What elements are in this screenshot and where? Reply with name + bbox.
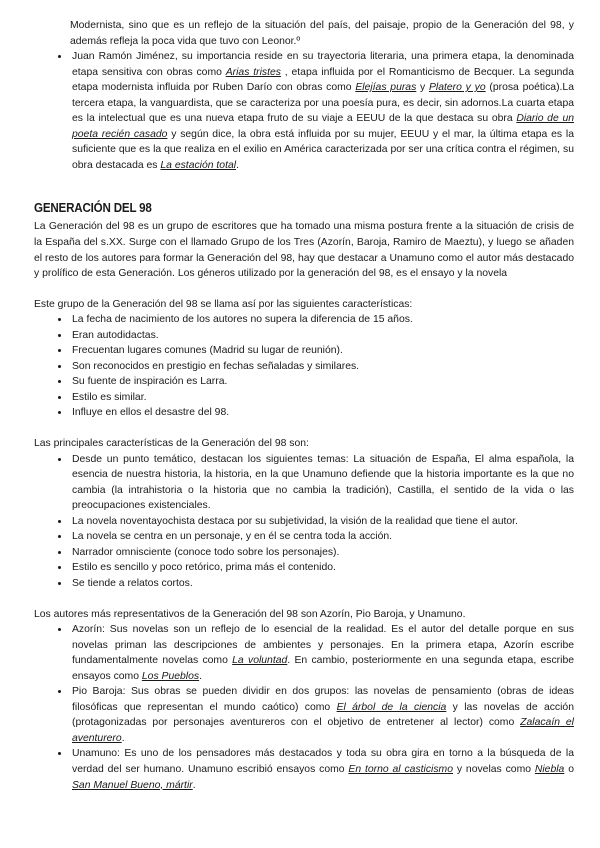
- characteristics-list: [34, 452, 574, 592]
- list-item-unamuno: • Unamuno: Es uno de los pensadores más destacados y toda su obra gira en torno a la búsqueda de la verdad del ser humano. Unamuno escribió ensayos como En torno al casticismo y novelas como Niebla o San Manuel Bueno, mártir.: [70, 746, 574, 793]
- authors-list: [34, 622, 574, 793]
- list-item-juan-ramon-jimenez: • Juan Ramón Jiménez, su importancia reside en su trayectoria literaria, una primera etapa, la denominada etapa sensitiva con obras como Arias tristes , etapa influida por el Romanticismo de Becquer. La segunda etapa modernista influida por Ruben Darío con obras como Elejías puras y Platero y yo (prosa poética).La tercera etapa, la vanguardista, que se caracteriza por una poesía pura, es decir, sin adornos.La cuarta etapa es la intelectual que es una nueva etapa fruto de su viaje a EEUU de la que destaca su obra Diario de un poeta recién casado y según dice, la obra está influida por su mujer, EEUU y el mar, la última etapa es la suficiente que es la que realiza en el exilio en América caracterizada por ser una crítica contra el régimen, su obra destacada es La estación total.: [70, 49, 574, 173]
- work-title-el-arbol-de-la-ciencia: El árbol de la ciencia: [336, 701, 447, 713]
- work-title-la-estacion-total: La estación total: [160, 159, 237, 171]
- list-item: • Narrador omnisciente (conoce todo sobre los personajes).: [70, 545, 574, 561]
- list-item: • Frecuentan lugares comunes (Madrid su lugar de reunión).: [70, 343, 574, 359]
- intro-paragraph: La Generación del 98 es un grupo de escritores que ha tomado una misma postura frente a la situación de crisis de la España del s.XX. Surge con el llamado Grupo de los Tres (Azorín, Baroja, Ramiro de Maeztu), y luego se añaden el resto de los autores para formar la Generación del 98, hay que destacar a Unamuno como el autor más destacado y prolífico de esta Generación. Los géneros utilizado por la generación del 98, es el ensayo y la novela: [34, 221, 574, 280]
- work-title-platero-y-yo: Platero y yo: [429, 82, 486, 94]
- list-item: • Se tiende a relatos cortos.: [70, 576, 574, 592]
- list-item: • Desde un punto temático, destacan los siguientes temas: La situación de España, El alma española, la esencia de nuestra historia, la historia, en la que Unamuno defiende que la historia importante es la que no cambia (la intrahistoria o la historia que no cambia la tradición), Castilla, el sentido de la vida o las preocupaciones existenciales.: [70, 452, 574, 514]
- work-title-diario-poeta: Diario de un poeta recién casado: [72, 113, 575, 140]
- work-title-zalacain: Zalacaín el aventurero: [72, 717, 574, 744]
- list-item: • La novela se centra en un personaje, y en él se centra toda la acción.: [70, 529, 574, 545]
- list-item-pio-baroja: • Pio Baroja: Sus obras se pueden dividir en dos grupos: las novelas de pensamiento (obras de ideas filosóficas que representan el mundo caótico) como El árbol de la ciencia y las novelas de acción (protagonizadas por personajes aventureros con el objetivo de entretener al lector) como Zalacaín el aventurero.: [70, 684, 574, 746]
- work-title-los-pueblos: Los Pueblos: [141, 670, 200, 682]
- section-heading: GENERACIÓN DEL 98: [34, 201, 152, 216]
- work-title-elejias-puras: Elejías puras: [355, 82, 417, 94]
- list-item: • La novela noventayochista destaca por su subjetividad, la visión de la realidad que tiene el autor.: [70, 514, 574, 530]
- why-intro-paragraph: Este grupo de la Generación del 98 se llama así por las siguientes características:: [34, 298, 413, 310]
- work-title-niebla: Niebla: [534, 763, 565, 775]
- work-title-en-torno-al-casticismo: En torno al casticismo: [348, 763, 453, 775]
- list-item: • Eran autodidactas.: [70, 328, 574, 344]
- list-item: • Estilo es similar.: [70, 390, 574, 406]
- modernism-author-list: [34, 49, 574, 173]
- characteristics-intro-paragraph: Las principales características de la Generación del 98 son:: [34, 438, 309, 450]
- work-title-arias-tristes: Arias tristes: [225, 66, 281, 78]
- work-title-san-manuel-bueno: San Manuel Bueno, mártir: [72, 779, 193, 791]
- continuation-paragraph: Modernista, sino que es un reflejo de la situación del país, del paisaje, propio de la Generación del 98, y además refleja la poca vida que tuvo con Leonor.º: [70, 20, 574, 47]
- list-item: • La fecha de nacimiento de los autores no supera la diferencia de 15 años.: [70, 312, 574, 328]
- list-item: • Son reconocidos en prestigio en fechas señaladas y similares.: [70, 359, 574, 375]
- list-item-azorin: • Azorín: Sus novelas son un reflejo de lo esencial de la realidad. Es el autor del detalle porque en sus novelas priman las descripciones de ambientes y personajes. En la primera etapa, Azorín escribe fundamentalmente novelas como La voluntad. En cambio, posteriormente en una segunda etapa, escribe ensayos como Los Pueblos.: [70, 622, 574, 684]
- list-item: • Influye en ellos el desastre del 98.: [70, 405, 574, 421]
- why-list: [34, 312, 574, 421]
- authors-intro-paragraph: Los autores más representativos de la Generación del 98 son Azorín, Pio Baroja, y Unamuno.: [34, 608, 466, 620]
- work-title-la-voluntad: La voluntad: [232, 655, 288, 667]
- list-item: • Estilo es sencillo y poco retórico, prima más el contenido.: [70, 560, 574, 576]
- list-item: • Su fuente de inspiración es Larra.: [70, 374, 574, 390]
